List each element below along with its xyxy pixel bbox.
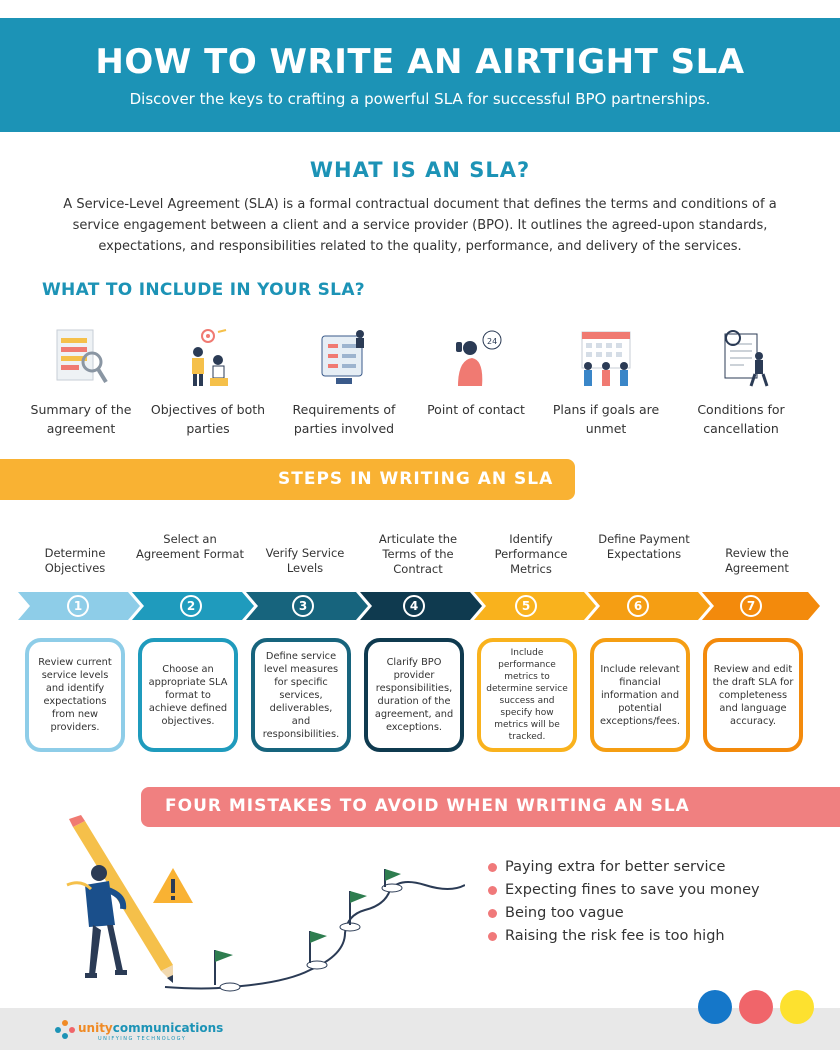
step-description: Define service level measures for specific services, deliverables, and responsibilities. [262,650,340,740]
svg-text:3: 3 [298,599,308,613]
target-people-icon [178,326,238,388]
checklist-computer-icon [314,326,374,388]
step-title: Review the Agreement [725,546,789,575]
svg-text:5: 5 [521,599,531,613]
svg-text:1: 1 [73,599,83,613]
include-item-conditions [675,326,807,438]
step-title: Select an Agreement Format [135,532,245,561]
unity-logo-icon [54,1018,76,1040]
include-label: Conditions for cancellation [697,402,785,436]
include-item-summary [15,326,147,438]
header-banner [0,18,840,132]
steps-banner [0,459,575,500]
step-description: Include relevant financial information and potential exceptions/fees. [599,663,680,727]
svg-text:2: 2 [186,599,196,613]
step-card-1 [25,638,125,752]
document-magnifier-icon [51,326,111,388]
bullet-dot-icon [488,932,497,941]
flag-icon [310,931,327,963]
bullet-dot-icon [488,863,497,872]
phone-contact-icon [446,326,506,388]
bullet-dot-icon [488,886,497,895]
calendar-planning-icon [576,326,636,388]
list-item: Expecting fines to save you money [488,879,760,902]
brand-tagline: UNIFYING TECHNOLOGY [98,1036,187,1042]
contract-cancellation-icon [711,326,771,388]
step-card-7 [703,638,803,752]
step-card-5 [477,638,577,752]
flag-icon [215,950,233,985]
step-title: Identify Performance Metrics [494,532,568,576]
step-title: Verify Service Levels [265,546,345,575]
svg-text:4: 4 [409,599,419,613]
include-label: Point of contact [427,402,525,417]
list-item: Paying extra for better service [488,856,760,879]
include-label: Requirements of parties involved [292,402,396,436]
steps-heading: STEPS IN WRITING AN SLA [278,469,554,489]
include-item-plans [540,326,672,438]
step-card-4 [364,638,464,752]
mistakes-list [488,856,760,948]
what-to-include-heading: WHAT TO INCLUDE IN YOUR SLA? [42,280,365,300]
step-card-6 [590,638,690,752]
step-title: Define Payment Expectations [598,532,690,561]
step-card-3 [251,638,351,752]
step-description: Choose an appropriate SLA format to achieve defined objectives. [148,663,228,727]
brand-logo-text: unitycommunications [78,1021,224,1035]
what-is-sla-heading: WHAT IS AN SLA? [309,158,531,182]
step-title: Articulate the Terms of the Contract [378,532,458,576]
step-description: Review and edit the draft SLA for completeness and language accuracy. [712,663,794,727]
mistakes-heading: FOUR MISTAKES TO AVOID WHEN WRITING AN SLA [165,796,690,816]
step-description: Review current service levels and identify expectations from new providers. [38,657,112,733]
svg-text:6: 6 [633,599,643,613]
list-item: Being too vague [488,902,760,925]
what-is-sla-text: A Service-Level Agreement (SLA) is a formal contractual document that defines the terms and conditions of a service engagement between a client and a service provider (BPO). It outlines the agreed-upon standards, expectations, and responsibilities related to the quality, performance, and delivery of the services. [63,197,777,254]
page-title: HOW TO WRITE AN AIRTIGHT SLA [95,42,745,82]
step-arrow-4 [360,592,482,620]
step-title: Determine Objectives [44,546,106,575]
decorative-circle-red [739,990,773,1024]
step-description: Include performance metrics to determine service success and specify how metrics will be tracked. [486,648,568,742]
include-label: Objectives of both parties [150,402,266,436]
pencil-path-illustration [55,815,465,995]
decorative-circle-yellow [780,990,814,1024]
page-subtitle: Discover the keys to crafting a powerful SLA for successful BPO partnerships. [129,90,711,108]
step-description: Clarify BPO provider responsibilities, duration of the agreement, and exceptions. [374,657,454,733]
svg-text:24: 24 [487,337,498,346]
include-item-objectives [142,326,274,438]
list-item: Raising the risk fee is too high [488,925,760,948]
bullet-dot-icon [488,909,497,918]
flag-icon [350,891,367,925]
include-item-requirements [278,326,410,438]
svg-text:7: 7 [746,599,756,613]
steps-arrow-timeline [18,592,823,620]
step-card-2 [138,638,238,752]
include-label: Summary of the agreement [30,402,132,436]
milestone-marker [220,983,240,991]
decorative-circle-blue [698,990,732,1024]
include-label: Plans if goals are unmet [552,402,660,436]
warning-icon [153,868,193,903]
include-item-contact [410,326,542,419]
